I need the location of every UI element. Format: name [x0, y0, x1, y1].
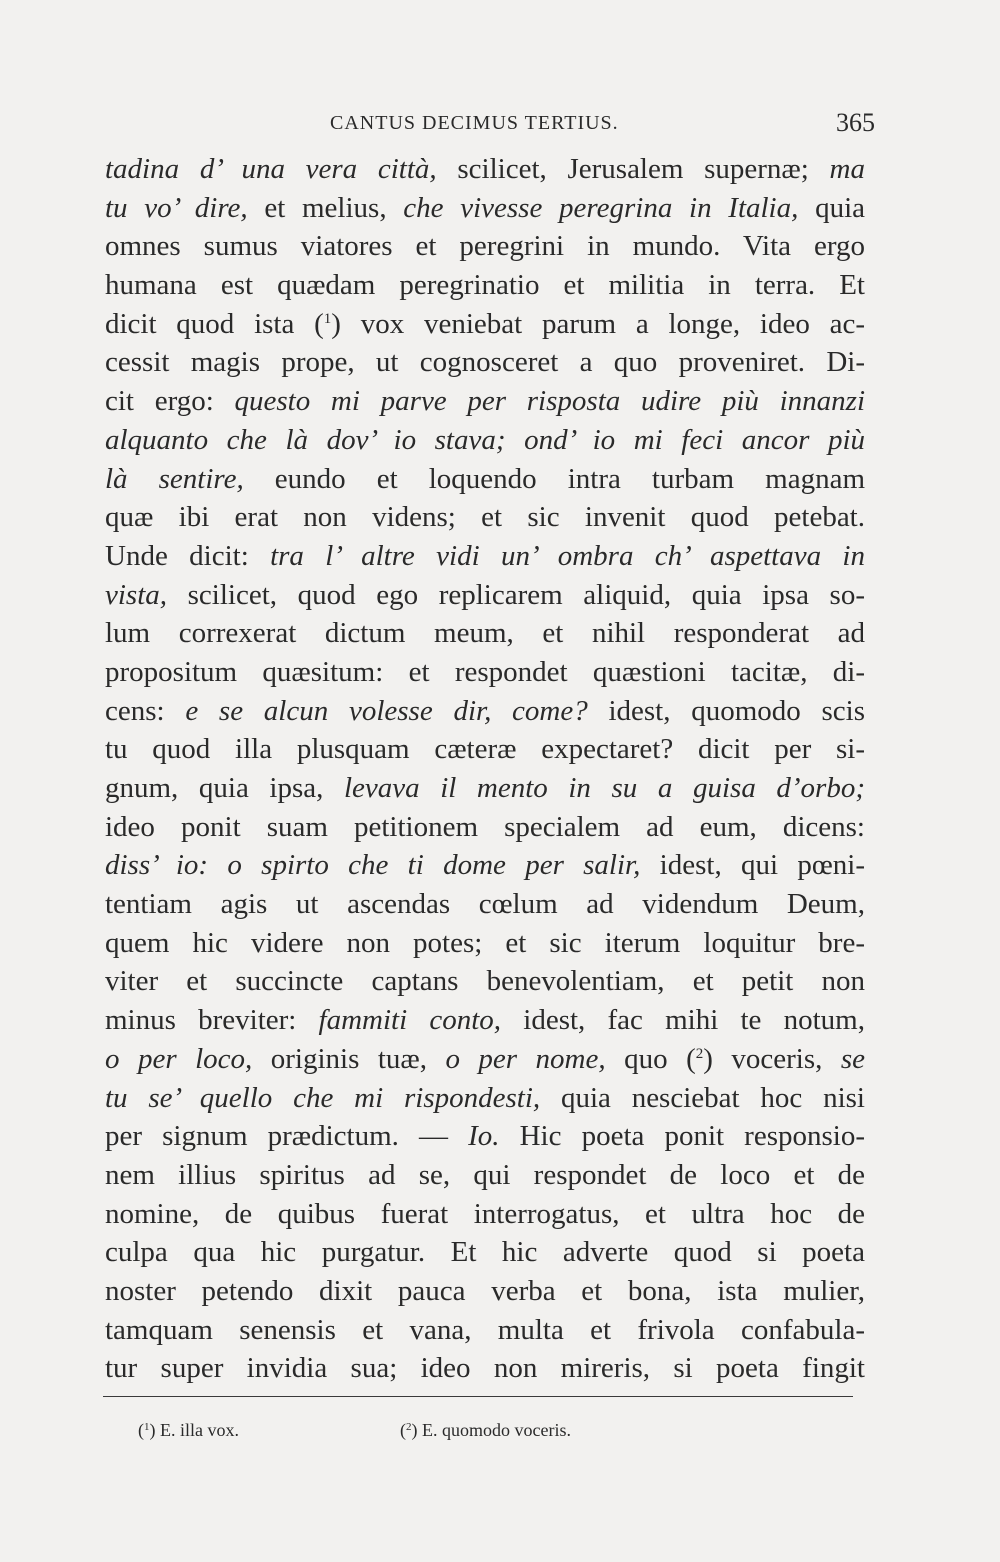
text-line [105, 343, 865, 382]
text-line [105, 924, 865, 963]
italic-span: là sentire, [105, 462, 244, 495]
text-line [105, 653, 865, 692]
footnote-1: ($^1$) E. illa vox. [138, 1420, 239, 1440]
text-span: lum correxerat dictum meum, et nihil responderat ad [105, 617, 865, 650]
text-span: propositum quæsitum: et respondet quæstioni tacitæ, di- [105, 655, 865, 688]
text-line [105, 1233, 865, 1272]
text-line [105, 1311, 865, 1350]
text-line [105, 1079, 865, 1118]
text-line [105, 266, 865, 305]
text-span: humana est quædam peregrinatio et militia in terra. Et [105, 269, 865, 302]
italic-span: Io. [468, 1120, 500, 1153]
italic-span: diss’ io: o spirto che ti dome per salir, [105, 849, 641, 882]
text-span: ideo ponit suam petitionem specialem ad eum, dicens: [105, 810, 865, 843]
running-title: CANTUS DECIMUS TERTIUS. [330, 112, 619, 134]
italic-span: e se alcun volesse dir, come? [185, 694, 588, 727]
text-span: culpa qua hic purgatur. Et hic adverte quod si poeta [105, 1236, 865, 1269]
italic-span: tadina d’ una vera città, [105, 153, 437, 185]
text-span: quem hic videre non potes; et sic iterum loquitur bre- [105, 926, 865, 959]
text-span: per signum prædictum. — [105, 1120, 469, 1153]
text-span: cit ergo: [105, 385, 235, 418]
footnote-divider [103, 1396, 853, 1397]
page-number: 365 [836, 108, 875, 137]
text-span: scilicet, Jerusalem supernæ; [436, 153, 830, 185]
text-line [105, 305, 865, 344]
text-line [105, 1001, 865, 1040]
text-line [105, 189, 865, 228]
italic-span: levava il mento in su a guisa d’orbo; [343, 772, 865, 804]
text-line [105, 1349, 865, 1388]
text-line [105, 421, 865, 460]
text-span: tur super invidia sua; ideo non mireris, si poeta fingit [105, 1352, 865, 1385]
text-line [105, 1040, 865, 1079]
text-line [105, 1156, 865, 1195]
text-span: Hic poeta ponit responsio- [499, 1120, 865, 1153]
text-line [105, 692, 865, 731]
text-line [105, 846, 865, 885]
text-line [105, 1195, 865, 1234]
text-span: originis tuæ, [252, 1042, 446, 1075]
text-span: nem illius spiritus ad se, qui respondet de loco et de [105, 1158, 865, 1191]
text-span: quo ( [605, 1042, 696, 1075]
italic-span: o per loco, [105, 1042, 253, 1075]
text-span: nomine, de quibus fuerat interrogatus, et ultra hoc de [105, 1197, 865, 1230]
text-span: ) vox veniebat parum a longe, ideo ac- [331, 307, 865, 340]
footnote-text: E. illa vox. [160, 1420, 239, 1440]
text-span: ) voceris, [703, 1042, 841, 1075]
text-line [105, 1272, 865, 1311]
italic-span: che vivesse peregrina in Italia, [403, 191, 799, 224]
footnote-mark: 1 [144, 1421, 150, 1433]
body-text [105, 150, 865, 1388]
italic-span: tu se’ quello che mi rispondesti, [105, 1081, 541, 1114]
italic-span: tu vo’ dire, [105, 191, 248, 224]
footnote-ref: 1 [323, 310, 332, 327]
text-line [105, 382, 865, 421]
text-line [105, 1117, 865, 1156]
text-span: quia nesciebat hoc nisi [540, 1081, 865, 1114]
text-span: noster petendo dixit pauca verba et bona, ista mulier, [105, 1274, 865, 1307]
text-line [105, 808, 865, 847]
text-span: cens: [105, 694, 186, 727]
text-line [105, 150, 865, 189]
italic-span: fammiti conto, [318, 1004, 502, 1037]
text-span: cessit magis prope, ut cognosceret a quo proveniret. Di- [105, 346, 865, 379]
italic-span: se [840, 1042, 865, 1075]
footnote-text: E. quomodo voceris. [422, 1420, 571, 1440]
text-span: viter et succincte captans benevolentiam, et petit non [105, 965, 865, 998]
text-span: dicit quod ista ( [105, 307, 324, 340]
text-span: tamquam senensis et vana, multa et frivola confabula- [105, 1313, 865, 1346]
text-line [105, 498, 865, 537]
text-line [105, 614, 865, 653]
text-span: omnes sumus viatores et peregrini in mundo. Vita ergo [105, 230, 865, 263]
text-line [105, 460, 865, 499]
text-span: tentiam agis ut ascendas cœlum ad videndum Deum, [105, 888, 865, 921]
italic-span: questo mi parve per risposta udire più innanzi [234, 385, 865, 418]
italic-span: tra l’ altre vidi un’ ombra ch’ aspettava in [270, 539, 865, 572]
footnote-mark: 2 [406, 1421, 412, 1433]
text-span: gnum, quia ipsa, [105, 772, 344, 804]
running-head [105, 108, 875, 144]
footnote-ref: 2 [695, 1045, 704, 1062]
text-span: idest, fac mihi te notum, [501, 1004, 865, 1037]
text-span: eundo et loquendo intra turbam magnam [243, 462, 865, 495]
text-line [105, 537, 865, 576]
text-span: quæ ibi erat non videns; et sic invenit quod petebat. [105, 501, 865, 534]
text-span: scilicet, quod ego replicarem aliquid, quia ipsa so- [167, 578, 865, 611]
italic-span: ma [829, 153, 865, 185]
text-line [105, 730, 865, 769]
text-span: idest, quomodo scis [587, 694, 865, 727]
text-line [105, 885, 865, 924]
text-span: et melius, [247, 191, 404, 224]
text-span: minus breviter: [105, 1004, 319, 1037]
italic-span: vista, [105, 578, 168, 611]
footnote-2: ($^2$) E. quomodo voceris. [400, 1420, 571, 1440]
italic-span: alquanto che là dov’ io stava; ond’ io mi feci ancor più [105, 423, 865, 456]
text-line [105, 576, 865, 615]
text-line [105, 227, 865, 266]
italic-span: o per nome, [445, 1042, 606, 1075]
text-line [105, 962, 865, 1001]
text-span: Unde dicit: [105, 539, 271, 572]
text-span: tu quod illa plusquam cæteræ expectaret? dicit per si- [105, 733, 865, 766]
text-line [105, 769, 865, 808]
text-span: idest, qui pœni- [640, 849, 865, 882]
text-span: quia [798, 191, 865, 224]
